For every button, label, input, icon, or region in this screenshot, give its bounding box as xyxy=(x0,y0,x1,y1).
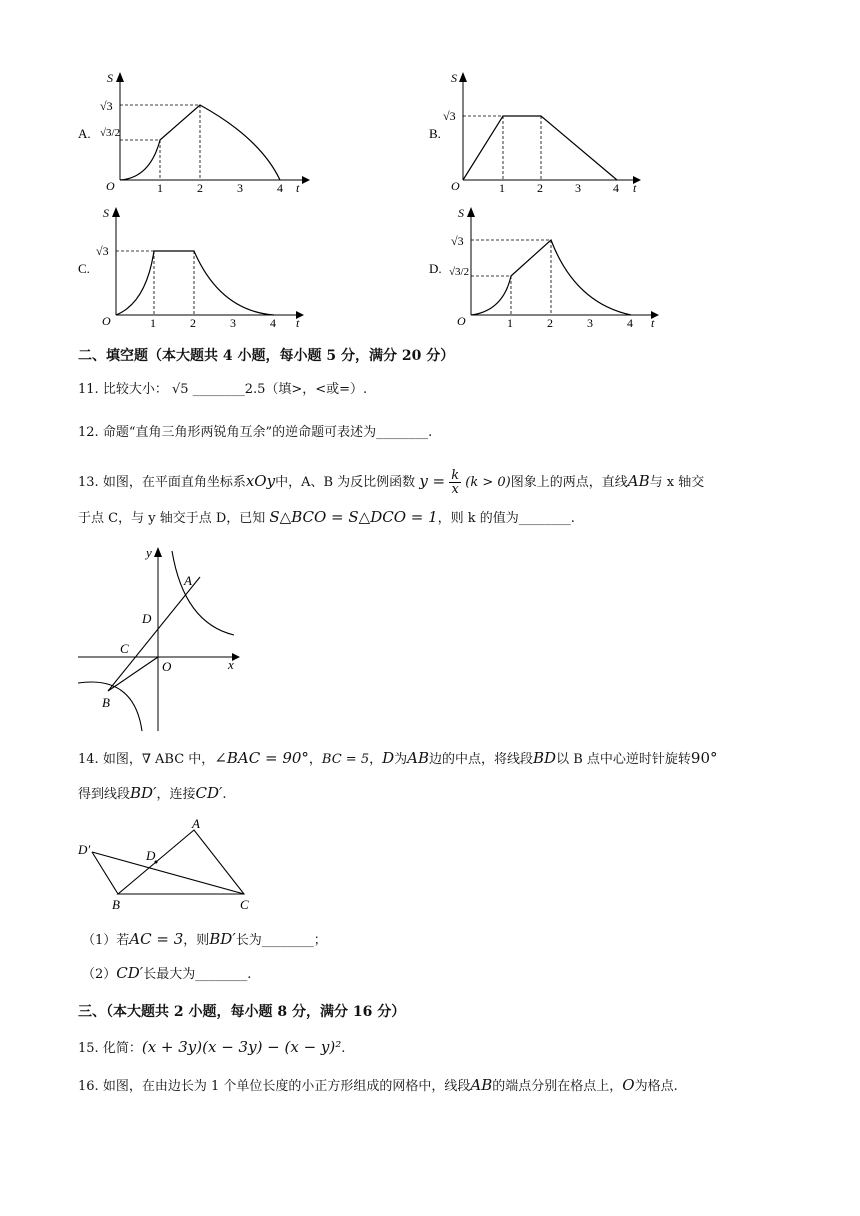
question-text: 为 xyxy=(394,752,408,767)
question-text: （1）若 xyxy=(82,933,130,948)
question-text: 与 x 轴交 xyxy=(649,475,705,490)
q13-figure-svg xyxy=(74,545,249,735)
question-text: （2） xyxy=(82,967,117,982)
x-axis-label: t xyxy=(633,181,637,195)
question-text: . xyxy=(222,787,227,802)
x-tick: 2 xyxy=(537,181,543,195)
point-d-label: D xyxy=(142,611,152,626)
y-axis-label: y xyxy=(146,545,152,560)
x-axis-label: x xyxy=(228,657,234,672)
question-text: A、B 为反比例函数 xyxy=(301,475,416,490)
question-text: 命题“直角三角形两锐角互余”的逆命题可表述为________. xyxy=(102,425,433,440)
question-text: 得到线段 xyxy=(78,787,131,802)
question-text: 如图，∇ ABC 中， xyxy=(102,752,215,767)
x-tick: 2 xyxy=(197,181,203,195)
question-number: 16. xyxy=(78,1079,99,1094)
x-tick: 1 xyxy=(499,181,505,195)
fraction-denominator: x xyxy=(451,482,459,497)
question-text: . xyxy=(341,1041,346,1056)
hyperbola-branch-1 xyxy=(172,551,234,635)
option-label: A. xyxy=(78,126,91,141)
origin-label: O xyxy=(451,179,460,193)
q13-figure xyxy=(74,545,249,735)
question-14-sub-2 xyxy=(82,966,251,981)
question-text: 如图，在平面直角坐标系 xyxy=(102,475,246,490)
graph-d-svg xyxy=(425,203,665,331)
math-d: D xyxy=(382,749,395,767)
question-number: 12. xyxy=(78,425,99,440)
math-o: O xyxy=(622,1076,635,1094)
math-ab: AB xyxy=(627,472,650,490)
math-ac: AC = 3 xyxy=(129,930,184,948)
x-tick: 4 xyxy=(613,181,619,195)
question-text: 以 B 点中心逆时针旋转 xyxy=(556,752,691,767)
x-tick: 1 xyxy=(507,316,513,330)
question-text: 比较大小： xyxy=(102,382,168,397)
point-a-label: A xyxy=(184,573,192,588)
math-ab: AB xyxy=(407,749,430,767)
x-tick: 2 xyxy=(547,316,553,330)
math-xoy: xOy xyxy=(245,472,276,490)
option-a-graph xyxy=(70,68,310,196)
math-condition: (k > 0) xyxy=(465,475,511,490)
x-tick: 1 xyxy=(150,316,156,330)
option-b-graph xyxy=(425,68,665,196)
x-axis-label: t xyxy=(651,316,655,330)
y-axis-label: S xyxy=(451,71,457,85)
question-12 xyxy=(78,426,432,439)
graph-c-svg xyxy=(70,203,310,331)
question-15 xyxy=(78,1040,345,1055)
answer-blank: ________ xyxy=(192,382,245,397)
option-label: B. xyxy=(429,126,441,141)
x-tick: 3 xyxy=(230,316,236,330)
question-14-line-2 xyxy=(78,786,227,801)
y-tick-half: √3/2 xyxy=(100,127,121,139)
x-tick: 1 xyxy=(157,181,163,195)
question-text: 化简： xyxy=(102,1041,142,1056)
y-tick-top: √3 xyxy=(96,244,109,258)
question-number: 14. xyxy=(78,752,99,767)
section-3-heading: 三、（本大题共 2 小题，每小题 8 分，满分 16 分） xyxy=(78,1004,406,1020)
question-number: 11. xyxy=(78,382,99,397)
question-text: 长最大为________. xyxy=(143,967,252,982)
origin-label: O xyxy=(162,659,172,674)
question-14-line-1 xyxy=(78,751,718,766)
math-area-equation: S△BCO = S△DCO = 1 xyxy=(269,508,438,526)
question-16 xyxy=(78,1078,678,1093)
math-degrees: 90° xyxy=(690,749,718,767)
y-tick-top: √3 xyxy=(100,99,113,113)
y-tick-top: √3 xyxy=(451,234,464,248)
origin-label: O xyxy=(102,314,111,328)
math-func-y: y = xyxy=(419,472,446,490)
question-13-line-2 xyxy=(78,510,575,525)
line-ab xyxy=(108,577,200,691)
question-text: 于点 C，与 y 轴交于点 D，已知 xyxy=(78,511,266,526)
question-text: 边的中点，将线段 xyxy=(429,752,534,767)
y-axis-label: S xyxy=(103,206,109,220)
question-number: 15. xyxy=(78,1041,99,1056)
curve xyxy=(116,251,274,315)
question-text: ， xyxy=(369,752,383,767)
math-angle: ∠BAC = 90° xyxy=(214,749,309,767)
triangle-abc xyxy=(118,830,244,894)
x-tick: 3 xyxy=(587,316,593,330)
math-ab: AB xyxy=(470,1076,493,1094)
origin-label: O xyxy=(457,314,466,328)
math-bd: BD xyxy=(533,749,557,767)
question-14-sub-1 xyxy=(82,932,327,947)
question-11 xyxy=(78,383,367,396)
x-tick: 2 xyxy=(190,316,196,330)
math-bd-prime: BD′ xyxy=(130,784,157,802)
question-13-line-1 xyxy=(78,469,704,496)
q14-figure xyxy=(74,814,259,914)
question-text: 中， xyxy=(275,475,302,490)
segment-bo xyxy=(108,657,158,691)
question-text: 2.5（填>，<或=）. xyxy=(244,382,368,397)
x-tick: 4 xyxy=(277,181,283,195)
question-text: 为格点. xyxy=(634,1079,678,1094)
x-tick: 3 xyxy=(575,181,581,195)
y-axis-label: S xyxy=(107,71,113,85)
math-root: √5 xyxy=(171,382,189,397)
option-label: C. xyxy=(78,261,90,276)
question-text: 的端点分别在格点上， xyxy=(492,1079,623,1094)
x-axis-label: t xyxy=(296,316,300,330)
x-tick: 4 xyxy=(270,316,276,330)
question-text: 长为________； xyxy=(235,933,327,948)
graph-b-svg xyxy=(425,68,665,196)
point-b-label: B xyxy=(112,897,120,912)
math-fraction xyxy=(449,469,461,496)
math-cd-prime: CD′ xyxy=(195,784,223,802)
math-cd-prime: CD′ xyxy=(116,964,144,982)
question-text: ，则 xyxy=(183,933,210,948)
math-bd-prime: BD′ xyxy=(209,930,236,948)
origin-label: O xyxy=(106,179,115,193)
point-a-label: A xyxy=(192,816,200,831)
question-text: ， xyxy=(308,752,322,767)
q14-figure-svg xyxy=(74,814,259,914)
option-label: D. xyxy=(429,261,442,276)
option-c-graph xyxy=(70,203,310,331)
point-c-label: C xyxy=(240,897,249,912)
y-tick-half: √3/2 xyxy=(449,266,470,278)
x-axis-label: t xyxy=(296,181,300,195)
option-d-graph xyxy=(425,203,665,331)
curve xyxy=(463,116,617,180)
graph-a-svg xyxy=(70,68,310,196)
point-d-prime-label: D′ xyxy=(78,842,91,857)
question-text: ，连接 xyxy=(156,787,196,802)
fraction-numerator: k xyxy=(451,468,460,483)
question-text: 图象上的两点，直线 xyxy=(510,475,628,490)
point-d-label: D xyxy=(146,848,156,863)
section-2-heading: 二、填空题（本大题共 4 小题，每小题 5 分，满分 20 分） xyxy=(78,348,455,364)
y-tick-top: √3 xyxy=(443,109,456,123)
question-text: 如图，在由边长为 1 个单位长度的小正方形组成的网格中，线段 xyxy=(102,1079,471,1094)
question-text: ，则 k 的值为________. xyxy=(437,511,575,526)
math-expression: (x + 3y)(x − 3y) − (x − y)² xyxy=(141,1038,342,1056)
y-axis-label: S xyxy=(458,206,464,220)
point-c-label: C xyxy=(120,641,129,656)
x-tick: 4 xyxy=(627,316,633,330)
segment-cd-prime xyxy=(92,852,244,894)
x-tick: 3 xyxy=(237,181,243,195)
point-b-label: B xyxy=(102,695,110,710)
math-bc: BC = 5 xyxy=(321,752,370,767)
question-number: 13. xyxy=(78,475,99,490)
